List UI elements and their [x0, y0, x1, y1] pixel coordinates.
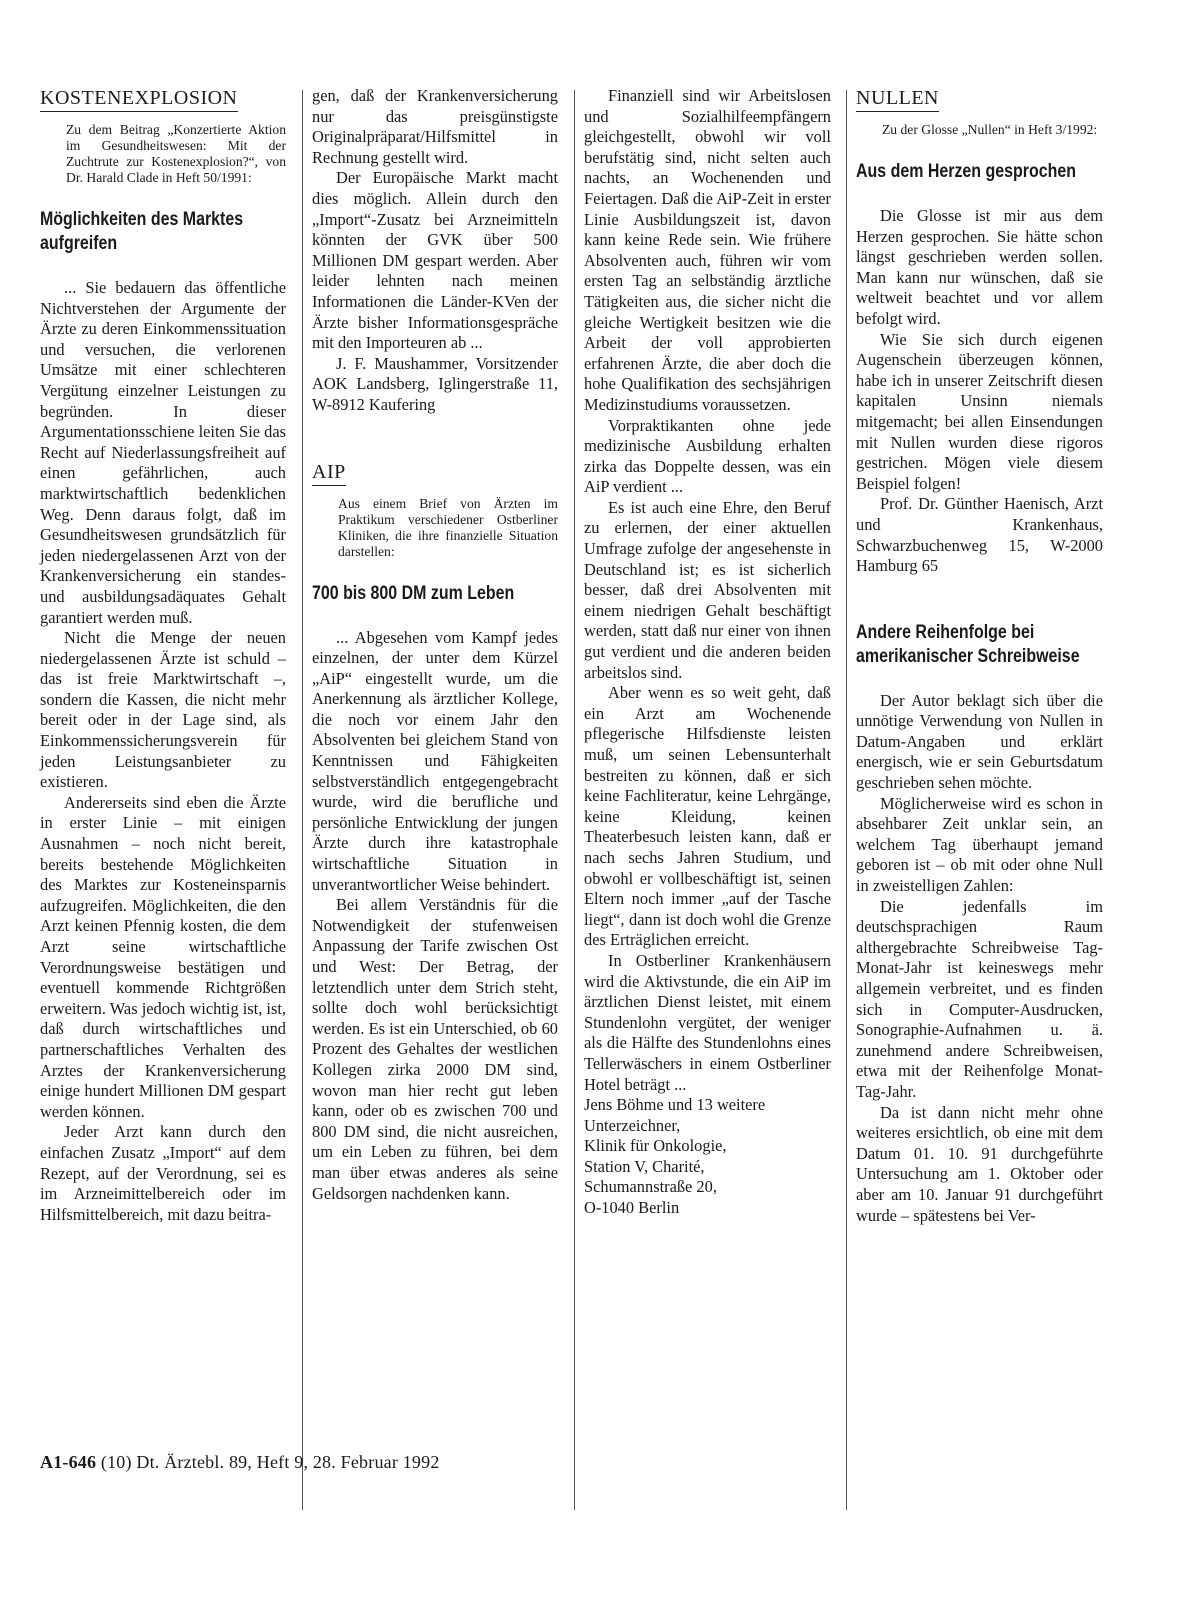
paragraph: Vorpraktikanten ohne jede medizinische Ausbildung erhalten zirka das Doppelte dessen, was ein AiP verdient ...	[584, 415, 831, 497]
letter-body-continued	[584, 86, 831, 1095]
letter-intro: Zu der Glosse „Nullen“ in Heft 3/1992:	[882, 122, 1098, 137]
signature-line: O-1040 Berlin	[584, 1198, 680, 1218]
column-4	[856, 86, 1103, 1226]
letter-signature	[584, 1095, 831, 1219]
column-1	[40, 86, 286, 1225]
paragraph: Wie Sie sich durch eigenen Augenschein überzeugen können, habe ich in unserer Zeitschrift diesen kapitalen Unsinn niemals mitgemacht; bei allen Einsendungen mit Nullen wurden diese rigoros gestrichen. Mögen viele diesem Beispiel folgen!	[856, 329, 1103, 493]
column-3	[584, 86, 831, 1219]
paragraph: Finanziell sind wir Arbeitslosen und Sozialhilfeempfängern gleichgestellt, obwohl wir voll berufstätig sind, nicht selten auch nachts, an Wochenenden und Feiertagen. Daß die AiP-Zeit in erster Linie Ausbildungszeit ist, davon kann keine Rede sein. Wie frühere Absolventen auch, führen wir vom ersten Tag an selbständig ärztliche Tätigkeiten aus, die sicher nicht die gleiche Wertigkeit besitzen wie die Arbeit der voll approbierten erfahrenen Ärzte, die aber doch die hohe Qualifikation des sechsjährigen Medizinstudiums voraussetzen.	[584, 86, 831, 414]
letter-signature: Prof. Dr. Günther Haenisch, Arzt und Krankenhaus, Schwarzbuchenweg 15, W-2000 Hamburg 65	[856, 494, 1103, 576]
paragraph: Aber wenn es so weit geht, daß ein Arzt am Wochenende pflegerische Hilfsdienste leisten muß, um seinen Lebensunterhalt bestreiten zu können, daß er sich keine Fachliteratur, keine Lehrgänge, keine Kleidung, keinen Theaterbesuch leisten kann, daß er nach sechs Jahren Studium, und obwohl er vollbeschäftigt ist, seinen Eltern noch immer „auf der Tasche liegt“, dann ist doch wohl die Grenze des Erträglichen erreicht.	[584, 683, 831, 950]
paragraph: Möglicherweise wird es schon in absehbarer Zeit unklar sein, an welchem Tag überhaupt jemand geboren ist – ob mit oder ohne Null in zweistelligen Zahlen:	[856, 793, 1103, 896]
newspaper-page	[40, 86, 1140, 1526]
letter-headline: 700 bis 800 DM zum Leben	[312, 582, 515, 604]
letter-intro: Zu dem Beitrag „Konzertierte Aktion im Gesundheitswesen: Mit der Zuchtrute zur Kostenexplosion?“, von Dr. Harald Clade in Heft 50/1991:	[66, 122, 286, 185]
paragraph: Andererseits sind eben die Ärzte in erster Linie – mit einigen Ausnahmen – noch nicht bereit, bereits bestehende Möglichkeiten des Marktes zur Kosteneinsparnis aufzugreifen. Möglichkeiten, die den Arzt keinen Pfennig kosten, die dem Arzt seine wirtschaftliche Verordnungsweise bestätigen und eventuell kommende Richtgrößen erweitern. Was jedoch wichtig ist, ist, daß durch wirtschaftliches und partnerschaftliches Verhalten des Arztes der Krankenversicherung einige hundert Millionen DM gespart werden können.	[40, 792, 287, 1121]
column-divider	[574, 90, 575, 1510]
page-footer	[40, 1452, 440, 1473]
letter-intro: Aus einem Brief von Ärzten im Praktikum verschiedener Ostberliner Kliniken, die ihre finanzielle Situation darstellen:	[338, 495, 558, 559]
signature-line: Jens Böhme und 13 weitere	[584, 1095, 766, 1115]
paragraph: ... Sie bedauern das öffentliche Nichtverstehen der Argumente der Ärzte zu deren Einkommenssituation und versuchen, die verlorenen Umsätze mit einer schlechteren Vergütung einzelner Leistungen zu begründen. In dieser Argumentationsschiene leiten Sie das Recht auf Niederlassungsfreiheit auf einen gefährlichen, auch marktwirtschaftlich bedenklichen Weg. Denn daraus folgt, daß im Gesundheitswesen grundsätzlich für jeden niedergelassenen Arzt von der Krankenversicherung ein standes- und ausbildungsadäquates Gehalt garantiert werden muß.	[40, 278, 286, 627]
letter-body-continued	[312, 86, 558, 416]
paragraph: In Ostberliner Krankenhäusern wird die Aktivstunde, die ein AiP im ärztlichen Dienst leistet, mit einem Stundenlohn vergütet, der weniger als die Hälfte des Stundenlohns eines Tellerwäschers in einem Ostberliner Hotel beträgt ...	[584, 950, 831, 1094]
paragraph: ... Abgesehen vom Kampf jedes einzelnen, der unter dem Kürzel „AiP“ eingestellt wurde, um die Anerkennung als ärztlicher Kollege, die noch vor einem Jahr den Absolventen bei gleichem Stand von Kenntnissen und Fähigkeiten selbstverständlich entgegengebracht wurde, wird die berufliche und persönliche Entwicklung der jungen Ärzte durch ihre katastrophale wirtschaftliche Situation in unverantwortlicher Weise behindert.	[312, 627, 558, 894]
section-label-nullen: NULLEN	[856, 86, 939, 112]
page-number: A1-646	[40, 1452, 97, 1472]
section-label-aip: AIP	[312, 460, 346, 486]
letter-headline: Andere Reihenfolge bei amerikanischer Schreibweise	[856, 621, 1080, 667]
signature-line: Station V, Charité,	[584, 1156, 705, 1176]
letter-body	[40, 278, 286, 1225]
signature-line: Schumannstraße 20,	[584, 1177, 717, 1197]
letter-body	[856, 206, 1103, 577]
paragraph: Jeder Arzt kann durch den einfachen Zusatz „Import“ auf dem Rezept, auf der Verordnung, sei es im Arzneimittelbereich oder im Hilfsmittelbereich, mit dazu beitra-	[40, 1122, 286, 1224]
paragraph: Die jedenfalls im deutschsprachigen Raum althergebrachte Schreibweise Tag-Monat-Jahr ist keineswegs mehr allgemein verbreitet, und es finden sich in Computer-Ausdrucken, Sonographie-Aufnahmen u. ä. zunehmend andere Schreibweisen, etwa mit der Reihenfolge Monat-Tag-Jahr.	[856, 896, 1103, 1101]
section-label-kostenexplosion: KOSTENEXPLOSION	[40, 86, 238, 112]
paragraph: Die Glosse ist mir aus dem Herzen gesprochen. Sie hätte schon längst geschrieben werden sollen. Man kann nur wünschen, daß sie weltweit beachtet und vor allem befolgt wird.	[856, 206, 1103, 328]
paragraph: Es ist auch eine Ehre, den Beruf zu erlernen, der einer aktuellen Umfrage zufolge der angesehenste in Deutschland ist; es ist sicherlich besser, daß drei Absolventen mit einem niedrigen Gehalt beschäftigt werden, statt daß nur einer von ihnen gut verdient und die anderen beiden arbeitslos sind.	[584, 497, 831, 682]
column-divider	[302, 90, 303, 1510]
paragraph: Der Europäische Markt macht dies möglich. Allein durch den „Import“-Zusatz bei Arzneimitteln könnten der GVK über 500 Millionen DM gespart werden. Aber leider lehnten nach meinen Informationen die Länder-KVen der Ärzte bisher Informationsgespräche mit den Importeuren ab ...	[312, 168, 558, 353]
paragraph: Nicht die Menge der neuen niedergelassenen Ärzte ist schuld – das ist freie Marktwirtschaft –, sondern die Kassen, die nicht mehr bereit oder in der Lage sind, als Einkommenssicherungsverein für jeden Leistungsanbieter zu existieren.	[40, 628, 286, 792]
paragraph: gen, daß der Krankenversicherung nur das preisgünstigste Originalpräparat/Hilfsmittel in Rechnung gestellt wird.	[312, 86, 558, 167]
paragraph: Da ist dann nicht mehr ohne weiteres ersichtlich, ob eine mit dem Datum 01. 10. 91 durchgeführte Untersuchung am 1. Oktober oder aber am 10. Januar 91 durchgeführt wurde – spätestens bei Ver-	[856, 1102, 1103, 1225]
letter-signature: J. F. Maushammer, Vorsitzender AOK Landsberg, Iglingerstraße 11, W-8912 Kaufering	[312, 353, 558, 414]
column-2	[312, 86, 558, 1204]
letter-headline: Möglichkeiten des Marktes aufgreifen	[40, 209, 244, 254]
letter-body	[856, 691, 1103, 1226]
issue-info: (10) Dt. Ärztebl. 89, Heft 9, 28. Februar 1992	[100, 1452, 440, 1472]
signature-line: Unterzeichner,	[584, 1115, 681, 1135]
signature-line: Klinik für Onkologie,	[584, 1136, 727, 1156]
paragraph: Der Autor beklagt sich über die unnötige Verwendung von Nullen in Datum-Angaben und erklärt energisch, wie er sein Geburtsdatum geschrieben sehen möchte.	[856, 690, 1103, 793]
letter-body	[312, 628, 558, 1205]
paragraph: Bei allem Verständnis für die Notwendigkeit der stufenweisen Anpassung der Tarife zwischen Ost und West: Der Betrag, der letztendlich unter dem Strich steht, sollte doch wohl berücksichtigt werden. Es ist ein Unterschied, ob 60 Prozent des Gehaltes der westlichen Kollegen zirka 2000 DM sind, wovon man hier recht gut leben kann, oder ob es zwischen 700 und 800 DM sind, die nicht ausreichen, um ein Leben zu führen, bei dem man über etwas anderes als seine Geldsorgen nachdenken kann.	[312, 895, 558, 1203]
letter-headline: Aus dem Herzen gesprochen	[856, 161, 1076, 182]
column-divider	[846, 90, 847, 1510]
